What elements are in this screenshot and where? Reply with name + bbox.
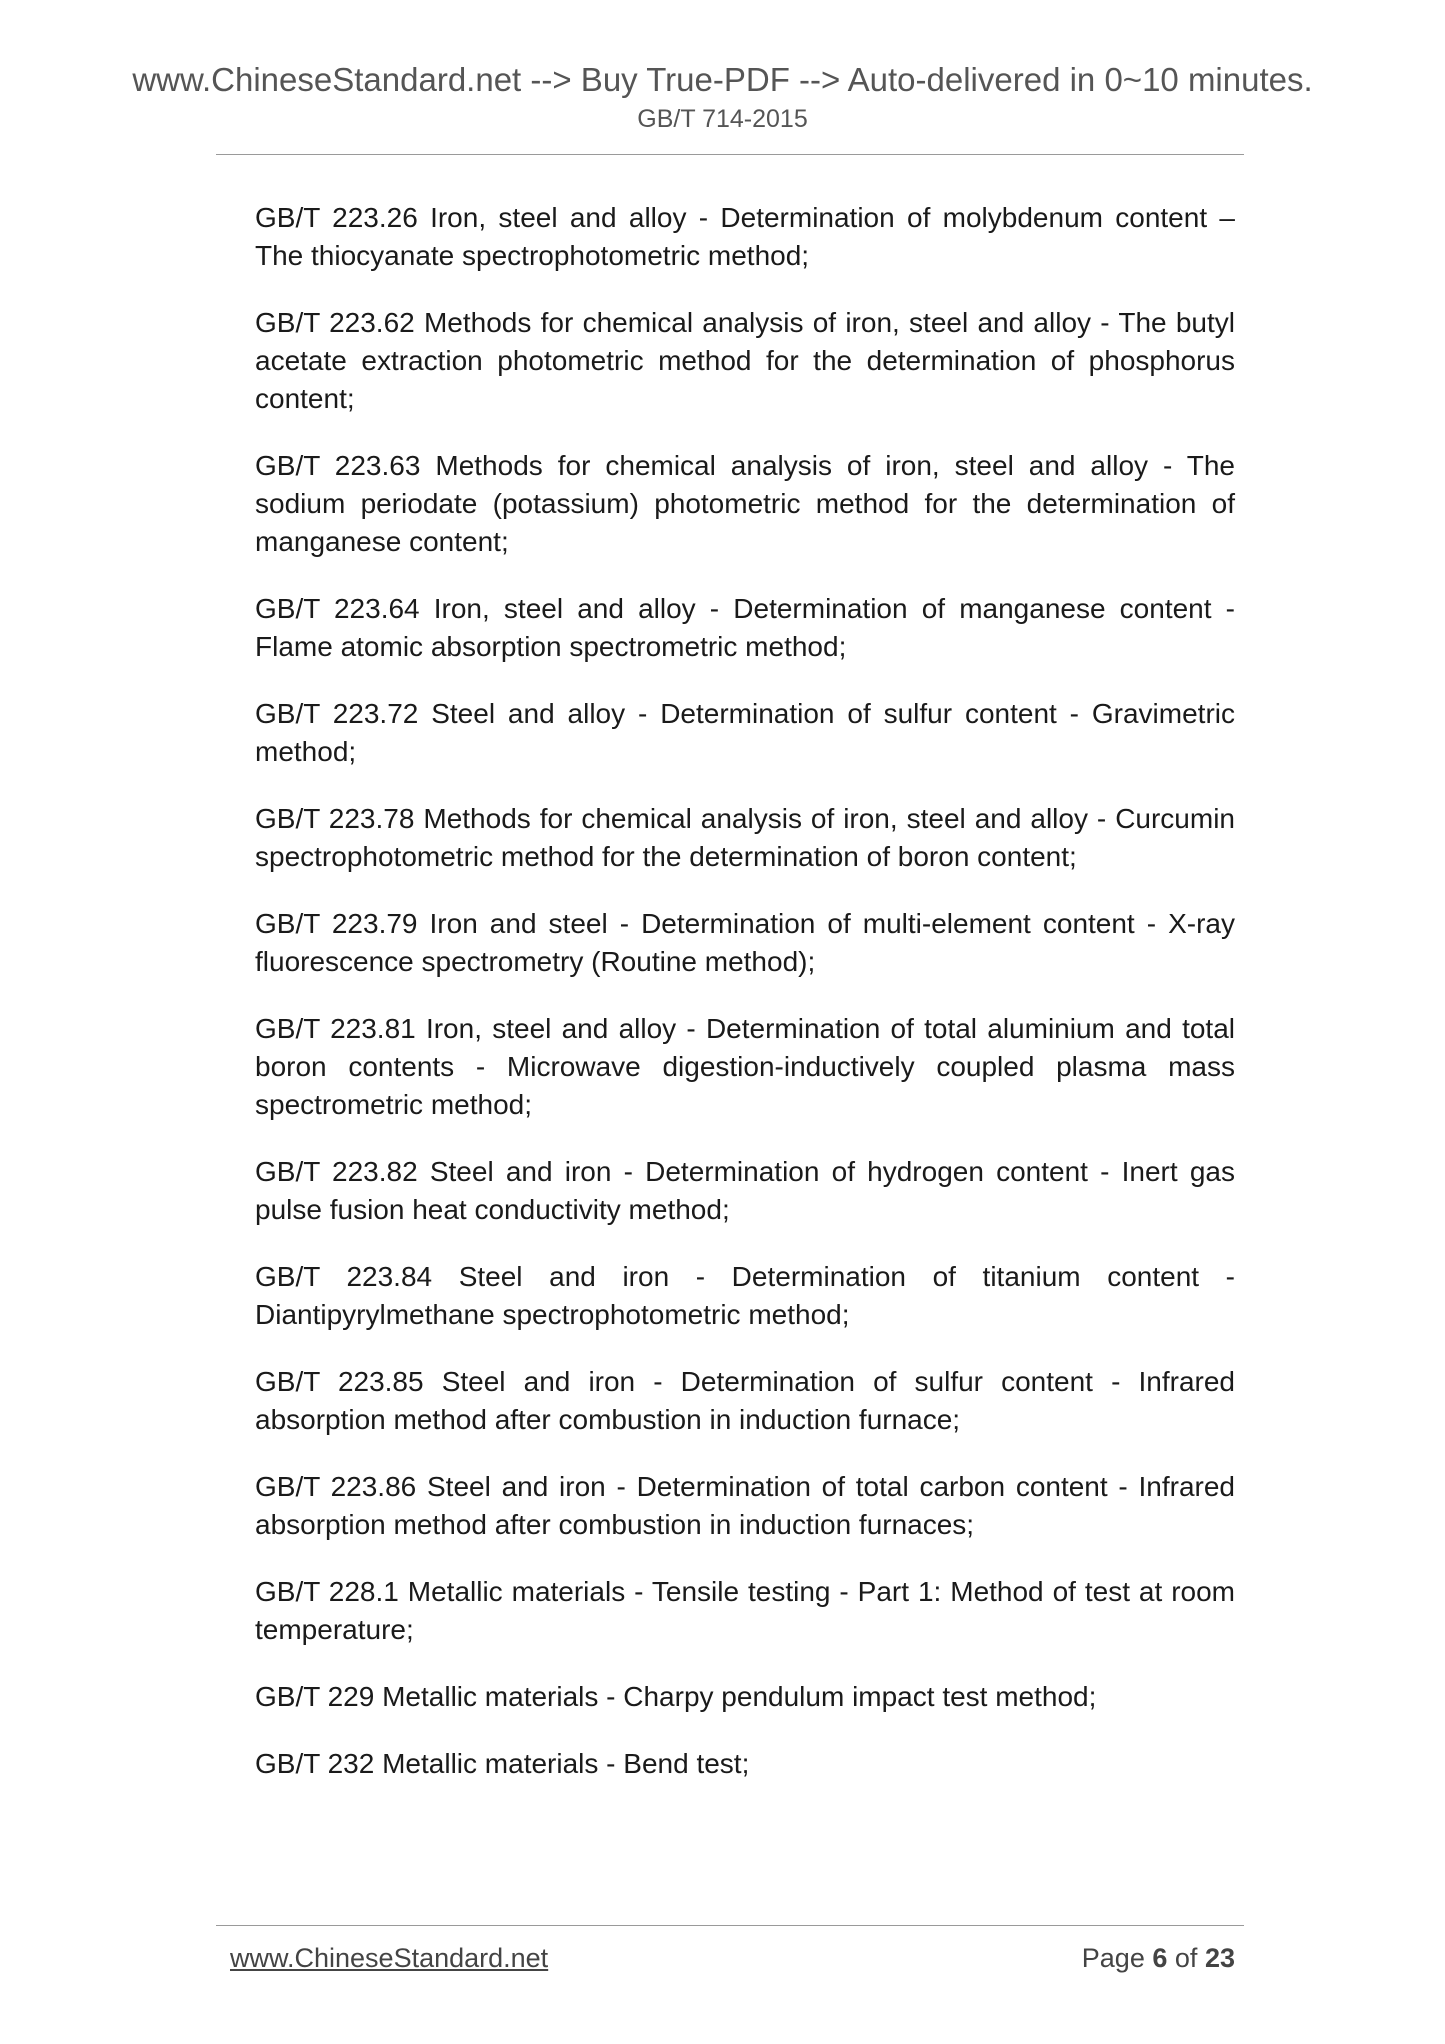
reference-item: GB/T 223.82 Steel and iron - Determination of hydrogen content - Inert gas pulse fusion heat conductivity method;: [255, 1156, 1235, 1225]
footer-site-link[interactable]: www.ChineseStandard.net: [230, 1943, 549, 1973]
reference-item: GB/T 223.62 Methods for chemical analysis of iron, steel and alloy - The butyl acetate extraction photometric method for the determination of phosphorus content;: [255, 307, 1235, 414]
reference-item: GB/T 228.1 Metallic materials - Tensile testing - Part 1: Method of test at room temperature;: [255, 1576, 1235, 1645]
of-word: of: [1174, 1943, 1198, 1973]
reference-item: GB/T 223.72 Steel and alloy - Determination of sulfur content - Gravimetric method;: [255, 698, 1235, 767]
page-current: 6: [1152, 1943, 1168, 1973]
page-word: Page: [1081, 1943, 1145, 1973]
reference-item: GB/T 223.63 Methods for chemical analysis of iron, steel and alloy - The sodium periodate (potassium) photometric method for the determination of manganese content;: [255, 450, 1235, 557]
reference-list: [255, 199, 1235, 1812]
reference-item: GB/T 223.86 Steel and iron - Determination of total carbon content - Infrared absorption method after combustion in induction furnaces;: [255, 1471, 1235, 1540]
footer-divider: [216, 1925, 1244, 1926]
reference-item: GB/T 229 Metallic materials - Charpy pendulum impact test method;: [255, 1681, 1097, 1712]
header-banner: www.ChineseStandard.net --> Buy True-PDF --> Auto-delivered in 0~10 minutes.: [132, 61, 1313, 98]
reference-item: GB/T 223.81 Iron, steel and alloy - Determination of total aluminium and total boron contents - Microwave digestion-inductively coupled plasma mass spectrometric method;: [255, 1013, 1235, 1120]
reference-item: GB/T 223.79 Iron and steel - Determination of multi-element content - X-ray fluorescence spectrometry (Routine method);: [255, 908, 1235, 977]
reference-item: GB/T 223.78 Methods for chemical analysis of iron, steel and alloy - Curcumin spectrophotometric method for the determination of boron content;: [255, 803, 1235, 872]
reference-item: GB/T 223.64 Iron, steel and alloy - Determination of manganese content - Flame atomic absorption spectrometric method;: [255, 593, 1235, 662]
reference-item: GB/T 223.85 Steel and iron - Determination of sulfur content - Infrared absorption method after combustion in induction furnace;: [255, 1366, 1235, 1435]
page-total: 23: [1204, 1943, 1235, 1973]
header-divider: [216, 154, 1244, 155]
document-code: GB/T 714-2015: [637, 105, 808, 133]
reference-item: GB/T 223.84 Steel and iron - Determination of titanium content - Diantipyrylmethane spectrophotometric method;: [255, 1261, 1235, 1330]
reference-item: GB/T 232 Metallic materials - Bend test;: [255, 1748, 750, 1779]
reference-item: GB/T 223.26 Iron, steel and alloy - Determination of molybdenum content – The thiocyanate spectrophotometric method;: [255, 202, 1235, 271]
page-indicator: [1082, 1941, 1235, 1975]
